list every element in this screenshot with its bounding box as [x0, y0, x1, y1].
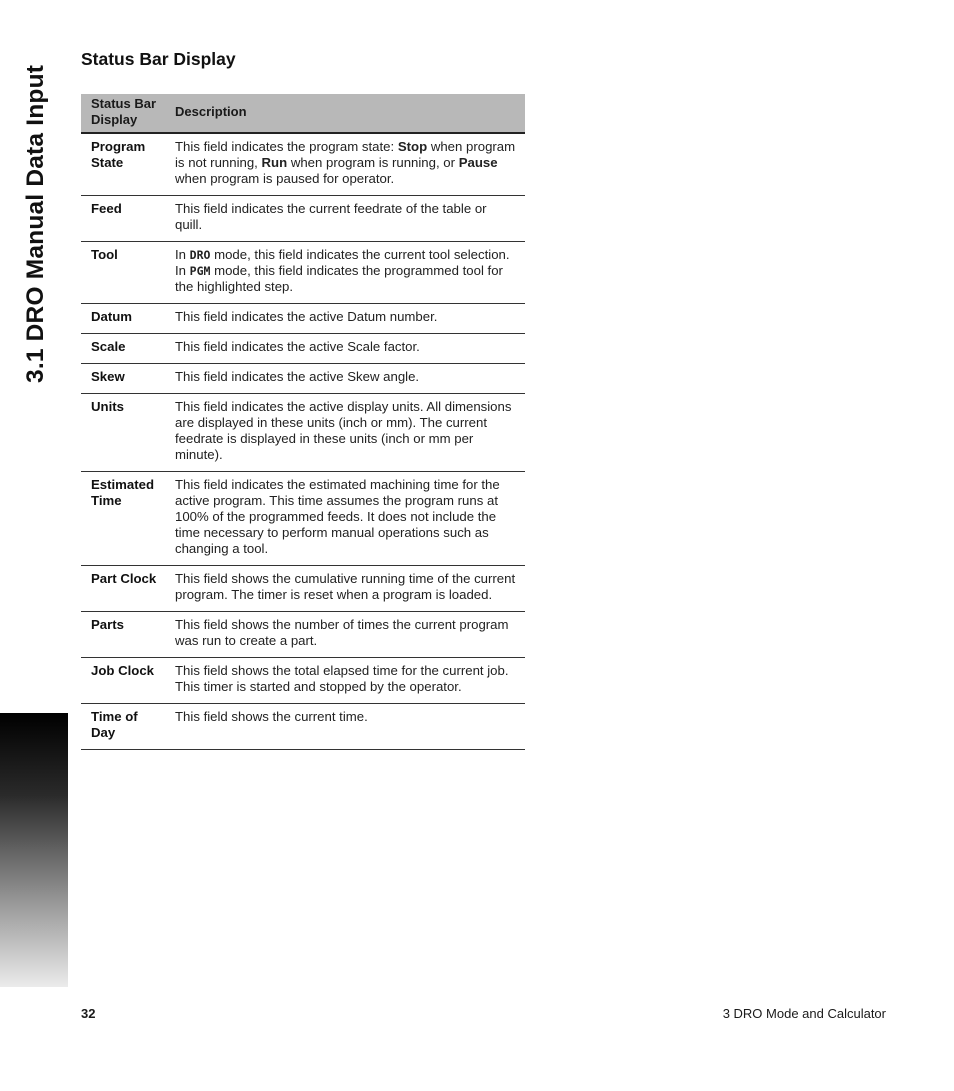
row-description: [173, 196, 525, 242]
row-description: [173, 364, 525, 394]
table-row: [81, 566, 525, 612]
table-row: [81, 133, 525, 196]
row-label: Feed: [81, 196, 173, 242]
description-text: This field indicates the active Scale factor.: [175, 339, 420, 354]
description-emphasis: PGM: [189, 264, 211, 278]
column-header-status-bar-display: Status Bar Display: [81, 94, 173, 133]
table-row: [81, 364, 525, 394]
description-text: when program is running, or: [287, 155, 459, 170]
description-text: mode, this field indicates the current tool selection. In: [175, 247, 510, 278]
description-text: This field indicates the active Datum number.: [175, 309, 438, 324]
description-emphasis: Pause: [458, 155, 498, 170]
row-description: [173, 472, 525, 566]
row-description: [173, 304, 525, 334]
row-label: Program State: [81, 133, 173, 196]
table-row: [81, 196, 525, 242]
table-row: [81, 394, 525, 472]
description-emphasis: DRO: [189, 248, 211, 262]
status-bar-table: [81, 94, 525, 750]
chapter-tab-gradient: [0, 713, 68, 987]
table-header-row: [81, 94, 525, 133]
description-text: This field shows the cumulative running time of the current program. The timer is reset when a program is loaded.: [175, 571, 516, 602]
row-description: [173, 394, 525, 472]
description-text: This field indicates the active Skew angle.: [175, 369, 420, 384]
description-text: when program is paused for operator.: [175, 171, 395, 186]
table-row: [81, 658, 525, 704]
table-row: [81, 612, 525, 658]
row-description: [173, 334, 525, 364]
table-row: [81, 304, 525, 334]
description-emphasis: Run: [261, 155, 288, 170]
description-text: mode, this field indicates the programmed tool for the highlighted step.: [175, 263, 503, 294]
table-row: [81, 242, 525, 304]
table-row: [81, 472, 525, 566]
description-emphasis: Stop: [397, 139, 428, 154]
row-label: Time of Day: [81, 704, 173, 750]
row-label: Job Clock: [81, 658, 173, 704]
row-label: Tool: [81, 242, 173, 304]
row-label: Datum: [81, 304, 173, 334]
row-label: Units: [81, 394, 173, 472]
row-label: Skew: [81, 364, 173, 394]
row-description: [173, 658, 525, 704]
row-description: [173, 612, 525, 658]
section-heading: Status Bar Display: [81, 49, 236, 69]
column-header-description: Description: [173, 94, 525, 133]
row-description: [173, 133, 525, 196]
description-text: This field indicates the active display units. All dimensions are displayed in these units (inch or mm). The current feedrate is displayed in these units (inch or mm per minute).: [175, 399, 512, 462]
description-text: This field shows the number of times the current program was run to create a part.: [175, 617, 509, 648]
row-label: Parts: [81, 612, 173, 658]
description-text: This field shows the current time.: [175, 709, 368, 724]
row-description: [173, 704, 525, 750]
page-number: 32: [81, 1006, 96, 1021]
description-text: This field shows the total elapsed time for the current job. This timer is started and stopped by the operator.: [175, 663, 509, 694]
row-description: [173, 242, 525, 304]
description-text: This field indicates the program state:: [175, 139, 398, 154]
chapter-title: 3 DRO Mode and Calculator: [722, 1006, 886, 1021]
table-row: [81, 704, 525, 750]
side-section-title-text: 3.1 DRO Manual Data Input: [22, 64, 49, 383]
table-body: [81, 133, 525, 750]
description-text: when program is not running,: [175, 139, 516, 170]
row-label: Scale: [81, 334, 173, 364]
description-text: This field indicates the estimated machining time for the active program. This time assumes the program runs at 100% of the programmed feeds. It does not include the time necessary to perform manual operations such as changing a tool.: [175, 477, 500, 556]
description-text: In: [175, 247, 190, 262]
row-label: Estimated Time: [81, 472, 173, 566]
table-row: [81, 334, 525, 364]
row-label: Part Clock: [81, 566, 173, 612]
description-text: This field indicates the current feedrate of the table or quill.: [175, 201, 487, 232]
row-description: [173, 566, 525, 612]
